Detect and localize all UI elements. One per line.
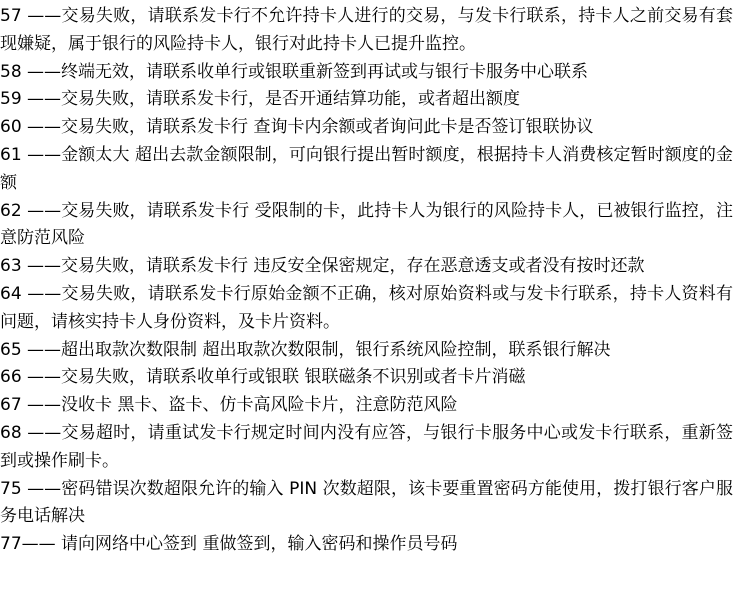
response-code-entry-65: 65 ——超出取款次数限制 超出取款次数限制，银行系统风险控制，联系银行解决	[0, 339, 611, 360]
response-code-entry-66: 66 ——交易失败，请联系收单行或银联 银联磁条不识别或者卡片消磁	[0, 367, 526, 388]
response-code-entry-77: 77—— 请向网络中心签到 重做签到，输入密码和操作员号码	[0, 534, 458, 555]
response-code-entry-59: 59 ——交易失败，请联系发卡行，是否开通结算功能，或者超出额度	[0, 89, 521, 110]
response-code-entry-61: 61 ——金额太大 超出去款金额限制，可向银行提出暂时额度，根据持卡人消费核定暂时额度的金额	[0, 144, 733, 193]
response-code-entry-67: 67 ——没收卡 黑卡、盗卡、仿卡高风险卡片，注意防范风险	[0, 395, 458, 416]
response-code-entry-63: 63 ——交易失败，请联系发卡行 违反安全保密规定，存在恶意透支或者没有按时还款	[0, 256, 645, 277]
response-code-entry-60: 60 ——交易失败，请联系发卡行 查询卡内余额或者询问此卡是否签订银联协议	[0, 117, 594, 138]
response-code-document	[0, 3, 733, 559]
response-code-entry-75: 75 ——密码错误次数超限允许的输入 PIN 次数超限，该卡要重置密码方能使用，拨打银行客户服务电话解决	[0, 478, 733, 527]
response-code-entry-64: 64 ——交易失败，请联系发卡行原始金额不正确，核对原始资料或与发卡行联系，持卡人资料有问题，请核实持卡人身份资料，及卡片资料。	[0, 283, 733, 332]
response-code-entry-62: 62 ——交易失败，请联系发卡行 受限制的卡，此持卡人为银行的风险持卡人，已被银行监控，注意防范风险	[0, 200, 733, 249]
response-code-entry-57: 57 ——交易失败，请联系发卡行不允许持卡人进行的交易，与发卡行联系，持卡人之前交易有套现嫌疑，属于银行的风险持卡人，银行对此持卡人已提升监控。	[0, 6, 733, 54]
response-code-entry-58: 58 ——终端无效，请联系收单行或银联重新签到再试或与银行卡服务中心联系	[0, 61, 589, 82]
response-code-entry-68: 68 ——交易超时，请重试发卡行规定时间内没有应答，与银行卡服务中心或发卡行联系，重新签到或操作刷卡。	[0, 422, 733, 471]
